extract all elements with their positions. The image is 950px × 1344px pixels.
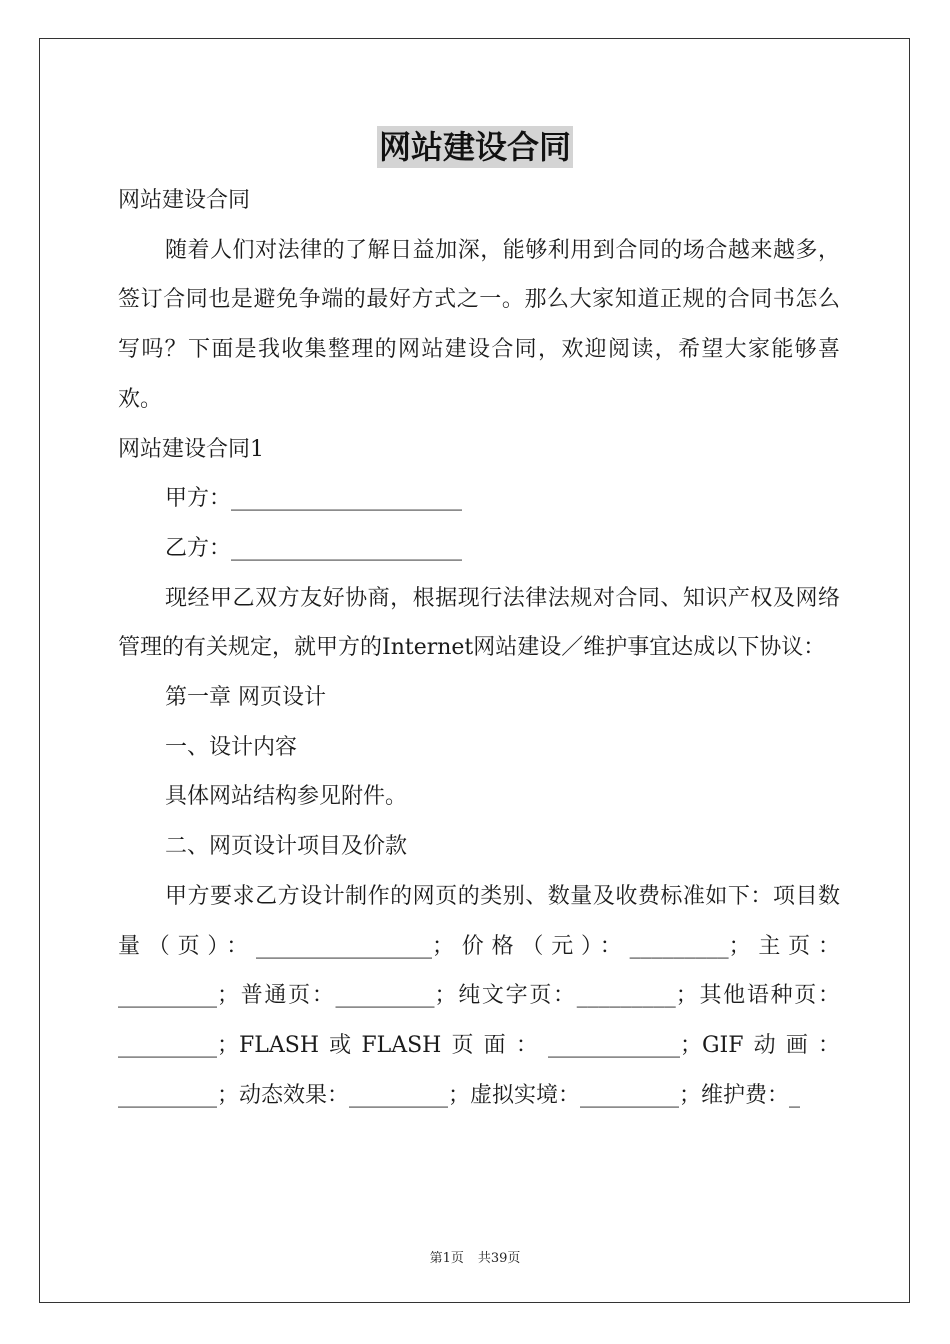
page-number: 第1页 <box>429 1251 464 1266</box>
party-a-line: 甲方：_____________________ <box>165 486 463 512</box>
document-title: 网站建设合同 <box>378 128 571 166</box>
page-footer <box>0 1247 950 1266</box>
subtitle-line: 网站建设合同 <box>118 188 251 213</box>
clause-heading-1: 一、设计内容 <box>165 734 298 760</box>
party-b-line: 乙方：_____________________ <box>165 535 463 561</box>
clause-text-1: 具体网站结构参见附件。 <box>165 784 408 810</box>
title-container <box>0 126 950 168</box>
pricing-paragraph: 甲方要求乙方设计制作的网页的类别、数量及收费标准如下：项目数量（页）：________________；价格（元）：_________；主页：_________；普通页：_________；纯文字页：_________；其他语种页：_________；FLASH或FLASH页面：____________；GIF动画：_________；动态效果：_________；虚拟实境：_________；维护费：_ <box>118 883 840 1108</box>
intro-paragraph: 随着人们对法律的了解日益加深，能够利用到合同的场合越来越多，签订合同也是避免争端的最好方式之一。那么大家知道正规的合同书怎么写吗？下面是我收集整理的网站建设合同，欢迎阅读，希望大家能够喜欢。 <box>118 237 840 412</box>
agreement-paragraph: 现经甲乙双方友好协商，根据现行法律法规对合同、知识产权及网络管理的有关规定，就甲方的Internet网站建设／维护事宜达成以下协议： <box>118 585 840 661</box>
chapter-heading: 第一章 网页设计 <box>165 685 326 711</box>
document-body <box>118 176 840 1120</box>
clause-heading-2: 二、网页设计项目及价款 <box>165 834 408 860</box>
section-heading: 网站建设合同1 <box>118 436 264 462</box>
page-total: 共39页 <box>477 1251 521 1266</box>
